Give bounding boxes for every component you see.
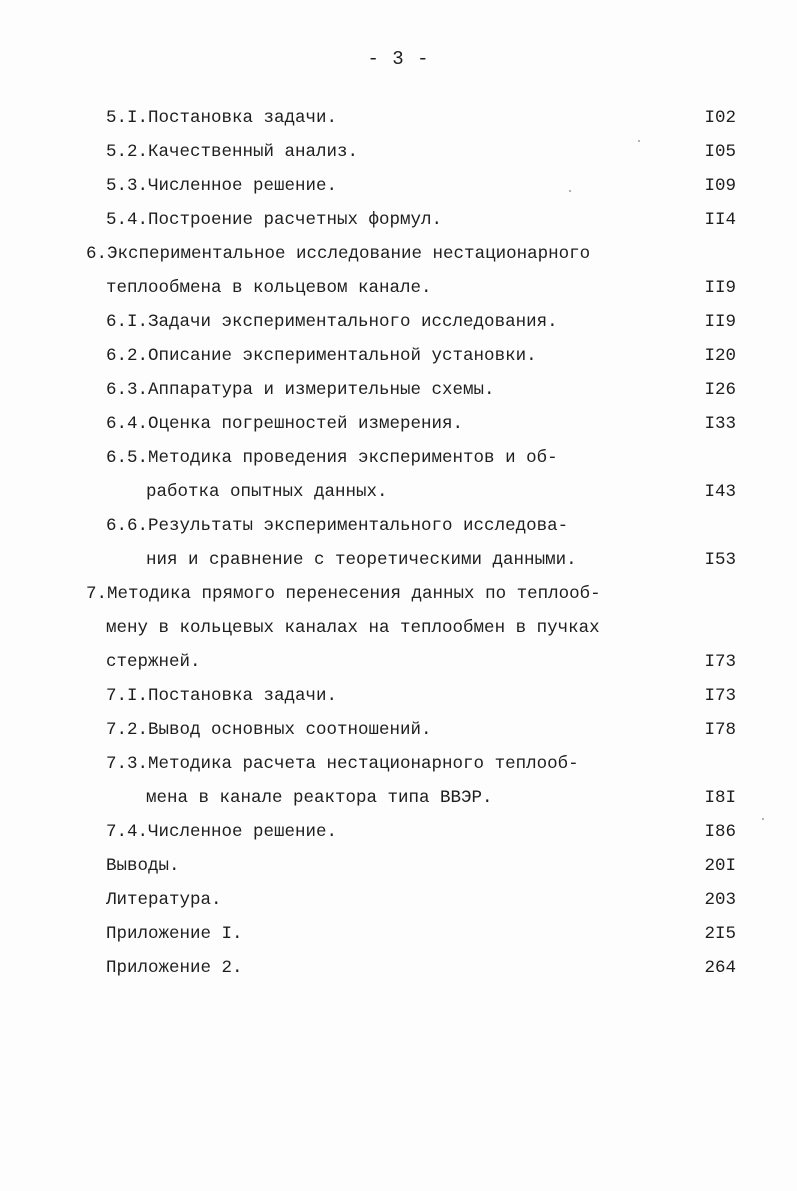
toc-entry-title: 6.I.Задачи экспериментального исследования. [106,312,558,332]
toc-entry-page-number: II9 [704,278,736,298]
toc-entry-title: мена в канале реактора типа ВВЭР. [146,788,493,808]
scan-speck [569,190,571,192]
toc-entry-page-number: I78 [704,720,736,740]
toc-entry [0,580,797,614]
toc-entry [0,682,797,716]
toc-entry-page-number: I53 [704,550,736,570]
toc-entry-page-number: 264 [704,958,736,978]
toc-entry-title: 6.4.Оценка погрешностей измерения. [106,414,464,434]
toc-entry [0,716,797,750]
toc-entry-page-number: I86 [704,822,736,842]
toc-entry [0,512,797,546]
toc-entry-title: 6.3.Аппаратура и измерительные схемы. [106,380,495,400]
toc-entry-page-number: I33 [704,414,736,434]
toc-entry-page-number: I73 [704,652,736,672]
toc-entry-page-number: I20 [704,346,736,366]
toc-entry-page-number: I05 [704,142,736,162]
toc-entry [0,648,797,682]
toc-entry-title: стержней. [106,652,201,672]
toc-entry-page-number: 2I5 [704,924,736,944]
toc-entry [0,818,797,852]
toc-entry-page-number: I8I [704,788,736,808]
toc-entry-page-number: II4 [704,210,736,230]
toc-entry [0,376,797,410]
toc-entry [0,274,797,308]
toc-entry [0,342,797,376]
toc-entry-page-number: 20I [704,856,736,876]
toc-entry [0,750,797,784]
toc-entry-title: мену в кольцевых каналах на теплообмен в пучках [106,618,600,638]
toc-entry-title: 5.3.Численное решение. [106,176,338,196]
toc-entry-title: теплообмена в кольцевом канале. [106,278,432,298]
toc-entry-title: 7.2.Вывод основных соотношений. [106,720,432,740]
toc-entry-title: ния и сравнение с теоретическими данными. [146,550,577,570]
toc-entry [0,104,797,138]
toc-entry-page-number: II9 [704,312,736,332]
toc-entry [0,138,797,172]
toc-entry [0,172,797,206]
scan-speck [638,140,640,142]
toc-entry-page-number: I09 [704,176,736,196]
toc-entry-title: 7.Методика прямого перенесения данных по теплооб- [86,584,601,604]
toc-entry-title: Приложение 2. [106,958,243,978]
toc-entry-title: 5.I.Постановка задачи. [106,108,338,128]
toc-entry-page-number: I73 [704,686,736,706]
toc-entry [0,784,797,818]
toc-entry [0,240,797,274]
toc-entry-title: 5.2.Качественный анализ. [106,142,359,162]
toc-entry [0,308,797,342]
toc-entry [0,410,797,444]
toc-entry [0,954,797,988]
toc-entry [0,206,797,240]
page-number: - 3 - [367,48,430,70]
toc-entry [0,614,797,648]
toc-entry-title: 7.I.Постановка задачи. [106,686,338,706]
toc-entry-title: Приложение I. [106,924,243,944]
toc-entry-title: 6.Экспериментальное исследование нестационарного [86,244,591,264]
toc-entry-title: Выводы. [106,856,180,876]
toc-entry-title: Литература. [106,890,222,910]
toc-entry-title: 6.2.Описание экспериментальной установки. [106,346,537,366]
scan-speck [762,818,764,820]
toc-entry-title: 7.4.Численное решение. [106,822,338,842]
toc-entry [0,886,797,920]
toc-entry-page-number: 203 [704,890,736,910]
toc-entry [0,478,797,512]
toc-entry-title: 6.5.Методика проведения экспериментов и об- [106,448,558,468]
toc-entry [0,444,797,478]
toc-entry [0,920,797,954]
toc-entry-title: 7.3.Методика расчета нестационарного теплооб- [106,754,579,774]
table-of-contents [0,104,797,988]
toc-entry-title: 5.4.Построение расчетных формул. [106,210,443,230]
toc-entry [0,852,797,886]
toc-entry-page-number: I43 [704,482,736,502]
toc-entry-title: работка опытных данных. [146,482,388,502]
toc-entry-title: 6.6.Результаты экспериментального исследова- [106,516,569,536]
toc-entry-page-number: I26 [704,380,736,400]
toc-entry [0,546,797,580]
toc-entry-page-number: I02 [704,108,736,128]
